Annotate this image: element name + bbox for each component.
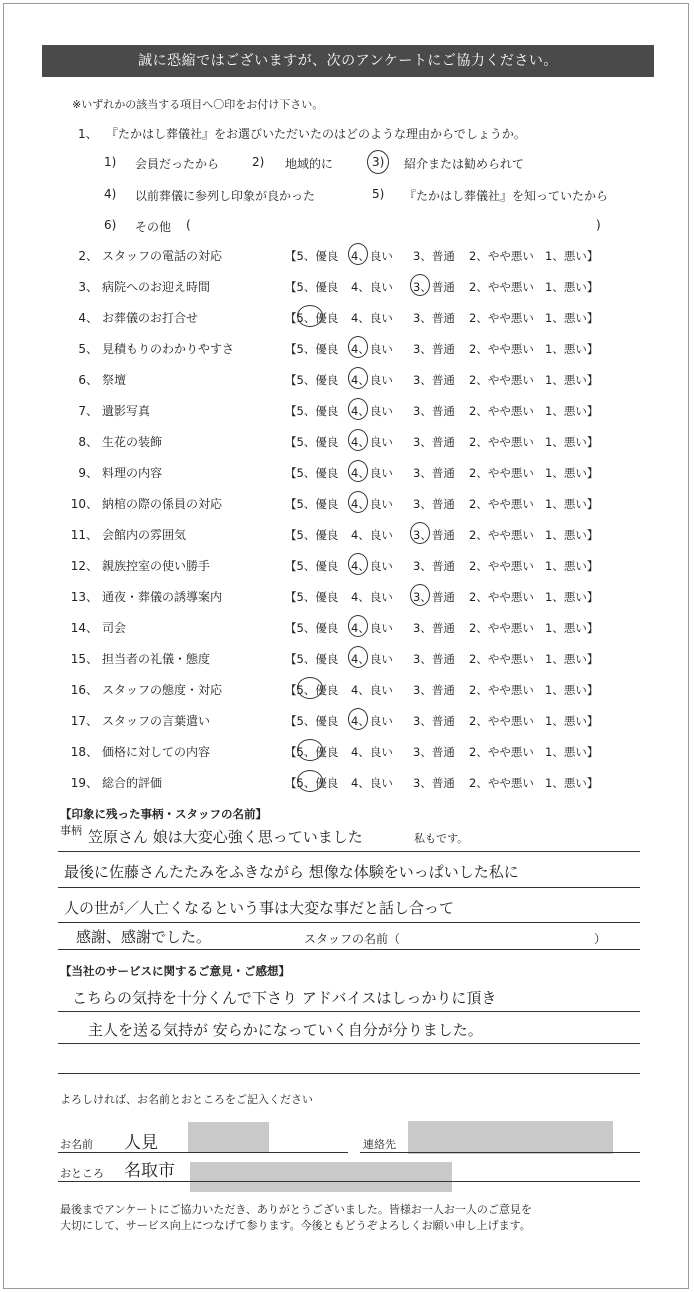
rating-option[interactable]: 3、普通 — [413, 652, 455, 666]
rating-option[interactable]: 3、普通 — [413, 776, 455, 790]
rating-option[interactable]: 1、悪い】 — [545, 404, 599, 418]
rating-option[interactable]: 4、良い — [351, 652, 393, 666]
q1-option-6-num: 6) — [104, 218, 117, 232]
closing-line-1: 最後までアンケートにご協力いただき、ありがとうございました。皆様お一人お一人のご意見を — [60, 1203, 532, 1216]
rating-selected-circle — [348, 491, 368, 513]
rating-option[interactable]: 3、普通 — [413, 466, 455, 480]
rating-option[interactable]: 4、良い — [351, 466, 393, 480]
name-label: お名前 — [60, 1138, 93, 1151]
rating-option[interactable]: 4、良い — [351, 528, 393, 542]
rating-number: 7、 — [78, 404, 98, 418]
rating-option[interactable]: 1、悪い】 — [545, 342, 599, 356]
rating-option[interactable]: 4、良い — [351, 683, 393, 697]
rating-option[interactable]: 4、良い — [351, 745, 393, 759]
impression-line-3: 人の世が／人亡くなるという事は大変な事だと話し合って — [64, 899, 455, 917]
rating-option[interactable]: 3、普通 — [413, 497, 455, 511]
rating-option[interactable]: 2、やや悪い — [469, 683, 534, 697]
q1-other-close-paren: ) — [596, 218, 601, 232]
rating-option[interactable]: 1、悪い】 — [545, 249, 599, 263]
rating-label: 納棺の際の係員の対応 — [102, 497, 223, 511]
q1-other-open-paren: ( — [186, 218, 191, 232]
rating-option[interactable]: 2、やや悪い — [469, 435, 534, 449]
address-redaction — [190, 1162, 452, 1192]
rating-option[interactable]: 2、やや悪い — [469, 280, 534, 294]
rating-option[interactable]: 2、やや悪い — [469, 373, 534, 387]
q1-option-4-num: 4) — [104, 187, 117, 201]
q1-selected-circle — [367, 150, 389, 174]
q1-option-3-label[interactable]: 紹介または勧められて — [404, 157, 525, 171]
rating-option[interactable]: 【5、優良 — [285, 590, 339, 604]
rating-option[interactable]: 4、良い — [351, 280, 393, 294]
q1-option-1-label[interactable]: 会員だったから — [135, 157, 220, 171]
rating-option[interactable]: 3、普通 — [413, 249, 455, 263]
rating-option[interactable]: 1、悪い】 — [545, 590, 599, 604]
rating-option[interactable]: 1、悪い】 — [545, 497, 599, 511]
impression-sub-label: 事柄 — [60, 824, 82, 837]
rating-option[interactable]: 【5、優良 — [285, 249, 339, 263]
rating-option[interactable]: 4、良い — [351, 373, 393, 387]
rating-option[interactable]: 4、良い — [351, 311, 393, 325]
rating-label: 通夜・葬儀の誘導案内 — [102, 590, 223, 604]
rating-number: 8、 — [78, 435, 98, 449]
rating-option[interactable]: 3、普通 — [413, 528, 455, 542]
rating-option[interactable]: 1、悪い】 — [545, 466, 599, 480]
rating-option[interactable]: 4、良い — [351, 404, 393, 418]
opinion-title: 【当社のサービスに関するご意見・ご感想】 — [60, 964, 290, 978]
contact-prompt: よろしければ、お名前とおところをご記入ください — [60, 1093, 313, 1106]
rating-label: 会館内の雰囲気 — [102, 528, 187, 542]
rating-label: 親族控室の使い勝手 — [102, 559, 211, 573]
rating-number: 12、 — [70, 559, 98, 573]
rating-option[interactable]: 1、悪い】 — [545, 559, 599, 573]
rating-selected-circle — [297, 305, 323, 327]
rating-label: 料理の内容 — [102, 466, 163, 480]
rating-number: 4、 — [78, 311, 98, 325]
rating-selected-circle — [297, 770, 323, 792]
rating-selected-circle — [348, 243, 368, 265]
rating-option[interactable]: 3、普通 — [413, 559, 455, 573]
rating-option[interactable]: 4、良い — [351, 621, 393, 635]
rating-selected-circle — [348, 429, 368, 451]
phone-underline — [360, 1152, 640, 1153]
rating-option[interactable]: 【5、優良 — [285, 528, 339, 542]
rating-option[interactable]: 1、悪い】 — [545, 683, 599, 697]
rating-option[interactable]: 2、やや悪い — [469, 559, 534, 573]
rating-option[interactable]: 3、普通 — [413, 342, 455, 356]
rating-option[interactable]: 4、良い — [351, 590, 393, 604]
rating-selected-circle — [348, 615, 368, 637]
rating-number: 18、 — [70, 745, 98, 759]
q1-number: 1、 — [78, 127, 98, 141]
impression-line-2: 最後に佐藤さんたたみをふきながら 想像な体験をいっぱいした私に — [64, 863, 519, 881]
rating-number: 11、 — [70, 528, 98, 542]
rating-option[interactable]: 2、やや悪い — [469, 621, 534, 635]
rating-option[interactable]: 2、やや悪い — [469, 342, 534, 356]
rating-selected-circle — [348, 336, 368, 358]
rating-option[interactable]: 1、悪い】 — [545, 714, 599, 728]
rating-number: 19、 — [70, 776, 98, 790]
rating-option[interactable]: 3、普通 — [413, 683, 455, 697]
rating-option[interactable]: 1、悪い】 — [545, 745, 599, 759]
rating-number: 9、 — [78, 466, 98, 480]
rating-option[interactable]: 【5、優良 — [285, 497, 339, 511]
name-value: 人見 — [124, 1133, 158, 1153]
impression-line-1: 笠原さん 娘は大変心強く思っていました — [88, 828, 363, 846]
rating-label: 生花の装飾 — [102, 435, 163, 449]
rating-number: 6、 — [78, 373, 98, 387]
q1-option-2-label[interactable]: 地域的に — [285, 157, 334, 171]
rating-option[interactable]: 2、やや悪い — [469, 745, 534, 759]
rating-option[interactable]: 【5、優良 — [285, 311, 339, 325]
address-underline — [58, 1181, 640, 1182]
rating-option[interactable]: 【5、優良 — [285, 404, 339, 418]
impression-rule-2 — [58, 887, 640, 888]
impression-rule-3 — [58, 922, 640, 923]
name-redaction — [188, 1122, 269, 1152]
impression-line-4: 感謝、感謝でした。 — [76, 928, 212, 946]
rating-number: 15、 — [70, 652, 98, 666]
rating-option[interactable]: 3、普通 — [413, 280, 455, 294]
rating-selected-circle — [348, 398, 368, 420]
rating-selected-circle — [348, 646, 368, 668]
rating-label: 価格に対しての内容 — [102, 745, 211, 759]
q1-option-6-label[interactable]: その他 — [135, 220, 172, 234]
opinion-rule-1 — [58, 1011, 640, 1012]
rating-option[interactable]: 3、普通 — [413, 404, 455, 418]
rating-option[interactable]: 2、やや悪い — [469, 714, 534, 728]
q1-option-3-num: 3) — [372, 155, 385, 169]
rating-label: 祭壇 — [102, 373, 127, 387]
rating-label: 司会 — [102, 621, 127, 635]
rating-option[interactable]: 3、普通 — [413, 590, 455, 604]
rating-option[interactable]: 2、やや悪い — [469, 652, 534, 666]
rating-option[interactable]: 【5、優良 — [285, 776, 339, 790]
address-value: 名取市 — [124, 1161, 175, 1181]
rating-option[interactable]: 1、悪い】 — [545, 528, 599, 542]
rating-option[interactable]: 4、良い — [351, 497, 393, 511]
rating-option[interactable]: 2、やや悪い — [469, 528, 534, 542]
rating-selected-circle — [348, 553, 368, 575]
rating-option[interactable]: 2、やや悪い — [469, 466, 534, 480]
rating-option[interactable]: 【5、優良 — [285, 621, 339, 635]
rating-selected-circle — [410, 584, 430, 606]
rating-number: 2、 — [78, 249, 98, 263]
q1-option-2-num: 2) — [252, 155, 265, 169]
rating-label: 遺影写真 — [102, 404, 151, 418]
rating-label: 病院へのお迎え時間 — [102, 280, 211, 294]
rating-option[interactable]: 1、悪い】 — [545, 776, 599, 790]
q1-option-4-label[interactable]: 以前葬儀に参列し印象が良かった — [135, 189, 316, 203]
rating-selected-circle — [410, 274, 430, 296]
rating-selected-circle — [348, 460, 368, 482]
rating-option[interactable]: 2、やや悪い — [469, 776, 534, 790]
rating-option[interactable]: 2、やや悪い — [469, 404, 534, 418]
rating-option[interactable]: 4、良い — [351, 249, 393, 263]
rating-option[interactable]: 4、良い — [351, 342, 393, 356]
rating-number: 13、 — [70, 590, 98, 604]
rating-number: 14、 — [70, 621, 98, 635]
survey-header: 誠に恐縮ではございますが、次のアンケートにご協力ください。 — [42, 45, 654, 77]
rating-option[interactable]: 【5、優良 — [285, 714, 339, 728]
rating-selected-circle — [348, 708, 368, 730]
q1-option-5-label[interactable]: 『たかはし葬儀社』を知っていたから — [404, 189, 609, 203]
rating-label: お葬儀のお打合せ — [102, 311, 199, 325]
rating-option[interactable]: 3、普通 — [413, 311, 455, 325]
rating-label: スタッフの態度・対応 — [102, 683, 223, 697]
rating-option[interactable]: 2、やや悪い — [469, 590, 534, 604]
name-underline — [58, 1152, 348, 1153]
rating-label: 担当者の礼儀・態度 — [102, 652, 211, 666]
rating-number: 3、 — [78, 280, 98, 294]
impression-note: 私もです。 — [414, 832, 469, 845]
rating-option[interactable]: 1、悪い】 — [545, 652, 599, 666]
instruction-text: ※いずれかの該当する項目へ〇印をお付け下さい。 — [72, 98, 324, 111]
rating-option[interactable]: 【5、優良 — [285, 466, 339, 480]
rating-option[interactable]: 1、悪い】 — [545, 311, 599, 325]
rating-option[interactable]: 1、悪い】 — [545, 280, 599, 294]
rating-label: スタッフの言葉遣い — [102, 714, 211, 728]
rating-selected-circle — [410, 522, 430, 544]
rating-option[interactable]: 2、やや悪い — [469, 497, 534, 511]
rating-option[interactable]: 【5、優良 — [285, 373, 339, 387]
rating-number: 17、 — [70, 714, 98, 728]
rating-option[interactable]: 2、やや悪い — [469, 249, 534, 263]
rating-option[interactable]: 4、良い — [351, 776, 393, 790]
opinion-line-1: こちらの気持を十分くんで下さり アドバイスはしっかりに頂き — [72, 989, 497, 1007]
rating-label: スタッフの電話の対応 — [102, 249, 223, 263]
rating-label: 総合的評価 — [102, 776, 163, 790]
rating-number: 5、 — [78, 342, 98, 356]
rating-option[interactable]: 4、良い — [351, 714, 393, 728]
rating-option[interactable]: 【5、優良 — [285, 280, 339, 294]
rating-option[interactable]: 3、普通 — [413, 745, 455, 759]
rating-option[interactable]: 【5、優良 — [285, 683, 339, 697]
rating-option[interactable]: 2、やや悪い — [469, 311, 534, 325]
rating-number: 10、 — [70, 497, 98, 511]
staff-name-close: ） — [594, 932, 607, 946]
impression-rule-1 — [58, 851, 640, 852]
rating-option[interactable]: 1、悪い】 — [545, 373, 599, 387]
rating-option[interactable]: 【5、優良 — [285, 559, 339, 573]
rating-label: 見積もりのわかりやすさ — [102, 342, 235, 356]
phone-label: 連絡先 — [363, 1138, 396, 1151]
rating-option[interactable]: 3、普通 — [413, 435, 455, 449]
staff-name-label: スタッフの名前（ — [304, 932, 401, 946]
rating-option[interactable]: 1、悪い】 — [545, 435, 599, 449]
rating-option[interactable]: 3、普通 — [413, 373, 455, 387]
address-label: おところ — [60, 1167, 104, 1180]
rating-selected-circle — [297, 677, 323, 699]
opinion-rule-3 — [58, 1073, 640, 1074]
rating-option[interactable]: 3、普通 — [413, 621, 455, 635]
rating-option[interactable]: 4、良い — [351, 559, 393, 573]
q1-option-1-num: 1) — [104, 155, 117, 169]
q1-option-5-num: 5) — [372, 187, 385, 201]
phone-redaction — [408, 1121, 613, 1154]
q1-question: 『たかはし葬儀社』をお選びいただいたのはどのような理由からでしょうか。 — [106, 127, 526, 141]
rating-selected-circle — [297, 739, 323, 761]
rating-number: 16、 — [70, 683, 98, 697]
opinion-rule-2 — [58, 1043, 640, 1044]
rating-selected-circle — [348, 367, 368, 389]
rating-option[interactable]: 【5、優良 — [285, 435, 339, 449]
rating-option[interactable]: 【5、優良 — [285, 652, 339, 666]
rating-option[interactable]: 3、普通 — [413, 714, 455, 728]
rating-option[interactable]: 1、悪い】 — [545, 621, 599, 635]
impression-title: 【印象に残った事柄・スタッフの名前】 — [60, 807, 267, 821]
rating-option[interactable]: 4、良い — [351, 435, 393, 449]
closing-line-2: 大切にして、サービス向上につなげて参ります。今後ともどうぞよろしくお願い申し上げます。 — [60, 1219, 531, 1232]
rating-option[interactable]: 【5、優良 — [285, 745, 339, 759]
impression-rule-4 — [58, 949, 640, 950]
opinion-line-2: 主人を送る気持が 安らかになっていく自分が分りました。 — [88, 1021, 483, 1039]
rating-option[interactable]: 【5、優良 — [285, 342, 339, 356]
